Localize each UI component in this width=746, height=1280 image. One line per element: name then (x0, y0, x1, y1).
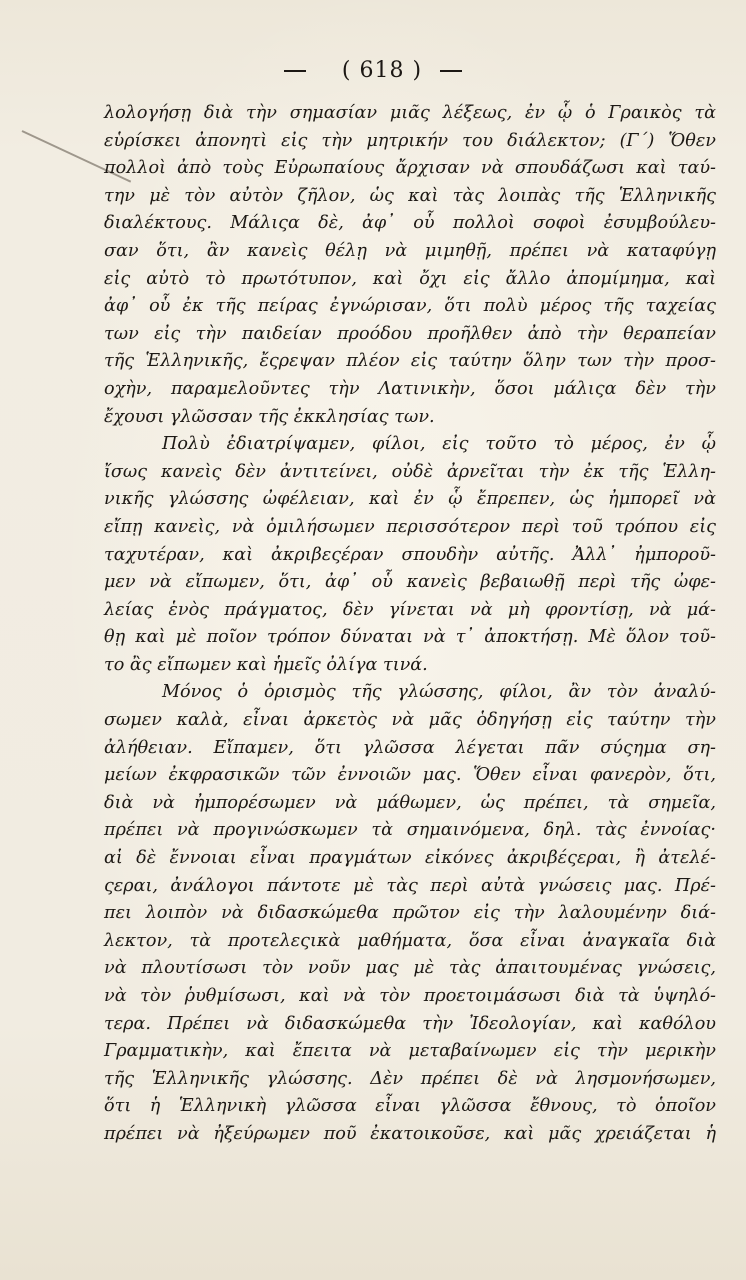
text-line: νὰ πλουτίσωσι τὸν νοῦν μας μὲ τὰς ἀπαιτουμένας γνώσεις, (104, 958, 716, 979)
text-line: διὰ νὰ ἠμπορέσωμεν νὰ μάθωμεν, ὡς πρέπει, τὰ σημεῖα, (104, 792, 716, 813)
text-line: αἱ δὲ ἔννοιαι εἶναι πραγμάτων εἰκόνες ἀκριβέςεραι, ἢ ἀτελέ- (104, 848, 716, 869)
text-line: Μόνος ὁ ὁρισμὸς τῆς γλώσσης, φίλοι, ἂν τὸν ἀναλύ- (162, 682, 716, 703)
text-line: μείων ἐκφρασικῶν τῶν ἐννοιῶν μας. Ὅθεν εἶναι φανερὸν, ὅτι, (104, 765, 716, 786)
text-line: νὰ τὸν ῥυθμίσωσι, καὶ νὰ τὸν προετοιμάσωσι διὰ τὰ ὑψηλό- (104, 986, 716, 1006)
paragraph (104, 100, 716, 431)
text-line: οχὴν, παραμελοῦντες τὴν Λατινικὴν, ὅσοι μάλιςα δὲν τὴν (104, 378, 716, 399)
body-text (104, 100, 716, 1149)
header-right-dash (440, 70, 462, 72)
text-line: ἀφ᾽ οὗ ἐκ τῆς πείρας ἐγνώρισαν, ὅτι πολὺ μέρος τῆς ταχείας (104, 296, 716, 317)
text-line: ταχυτέραν, καὶ ἀκριβεςέραν σπουδὴν αὐτῆς. Ἀλλ᾽ ἠμποροῦ- (104, 544, 716, 565)
text-line: λείας ἑνὸς πράγματος, δὲν γίνεται νὰ μὴ φροντίσῃ, νὰ μά- (104, 599, 716, 620)
text-line: τερα. Πρέπει νὰ διδασκώμεθα τὴν Ἰδεολογίαν, καὶ καθόλου (104, 1013, 716, 1034)
text-line: τῆς Ἑλληνικῆς, ἔςρεψαν πλέον εἰς ταύτην ὅλην των τὴν προσ- (104, 351, 716, 372)
text-line: σαν ὅτι, ἂν κανεὶς θέλῃ νὰ μιμηθῇ, πρέπει νὰ καταφύγῃ (104, 240, 716, 261)
text-line: ἔχουσι γλῶσσαν τῆς ἐκκλησίας των. (104, 406, 435, 427)
page-header (0, 58, 746, 83)
text-line: νικῆς γλώσσης ὠφέλειαν, καὶ ἐν ᾧ ἔπρεπεν, ὡς ἠμπορεῖ νὰ (104, 489, 716, 510)
header-left-dash (284, 70, 306, 72)
paragraph (104, 679, 716, 1148)
text-line: ὅτι ἡ Ἑλληνικὴ γλῶσσα εἶναι γλῶσσα ἔθνους, τὸ ὁποῖον (104, 1096, 716, 1117)
text-line: εἰς αὐτὸ τὸ πρωτότυπον, καὶ ὄχι εἰς ἄλλο ἀπομίμημα, καὶ (104, 268, 716, 289)
text-line: ἀλήθειαν. Εἴπαμεν, ὅτι γλῶσσα λέγεται πᾶν σύςημα ση- (104, 737, 716, 758)
text-line: Πολὺ ἐδιατρίψαμεν, φίλοι, εἰς τοῦτο τὸ μέρος, ἐν ᾧ (162, 434, 716, 455)
text-line: μεν νὰ εἴπωμεν, ὅτι, ἀφ᾽ οὗ κανεὶς βεβαιωθῇ περὶ τῆς ὠφε- (104, 572, 716, 593)
text-line: θῃ καὶ μὲ ποῖον τρόπον δύναται νὰ τ᾽ ἀποκτήσῃ. Μὲ ὅλον τοῦ- (104, 627, 716, 648)
text-line: την μὲ τὸν αὐτὸν ζῆλον, ὡς καὶ τὰς λοιπὰς τῆς Ἑλληνικῆς (104, 185, 716, 206)
text-line: των εἰς τὴν παιδείαν προόδου προῆλθεν ἀπὸ τὴν θεραπείαν (104, 323, 716, 344)
text-line: διαλέκτους. Μάλιςα δὲ, ἀφ᾽ οὗ πολλοὶ σοφοὶ ἐσυμβούλευ- (104, 213, 716, 234)
text-line: ἴσως κανεὶς δὲν ἀντιτείνει, οὐδὲ ἀρνεῖται τὴν ἐκ τῆς Ἑλλη- (104, 461, 716, 482)
text-line: εὑρίσκει ἀπονητὶ εἰς τὴν μητρικήν του διάλεκτον; (Γ΄) Ὅθεν (104, 130, 716, 151)
text-line: ςεραι, ἀνάλογοι πάντοτε μὲ τὰς περὶ αὐτὰ γνώσεις μας. Πρέ- (104, 875, 716, 896)
text-line: τῆς Ἑλληνικῆς γλώσσης. Δὲν πρέπει δὲ νὰ λησμονήσωμεν, (104, 1068, 716, 1089)
text-line: Γραμματικὴν, καὶ ἔπειτα νὰ μεταβαίνωμεν εἰς τὴν μερικὴν (104, 1041, 716, 1062)
text-line: το ἂς εἴπωμεν καὶ ἡμεῖς ὀλίγα τινά. (104, 654, 428, 675)
text-line: εἴπῃ κανεὶς, νὰ ὁμιλήσωμεν περισσότερον περὶ τοῦ τρόπου εἰς (104, 516, 716, 537)
text-line: πρέπει νὰ προγινώσκωμεν τὰ σημαινόμενα, δηλ. τὰς ἐννοίας· (104, 820, 716, 841)
paragraph (104, 431, 716, 679)
text-line: λεκτον, τὰ προτελεςικὰ μαθήματα, ὅσα εἶναι ἀναγκαῖα διὰ (104, 930, 716, 951)
text-line: πρέπει νὰ ἠξεύρωμεν ποῦ ἐκατοικοῦσε, καὶ μᾶς χρειάζεται ἡ (104, 1123, 716, 1144)
text-line: σωμεν καλὰ, εἶναι ἀρκετὸς νὰ μᾶς ὁδηγήσῃ εἰς ταύτην τὴν (104, 710, 716, 731)
page-number: ( 618 ) (341, 58, 423, 83)
text-line: πολλοὶ ἀπὸ τοὺς Εὐρωπαίους ἄρχισαν νὰ σπουδάζωσι καὶ ταύ- (104, 158, 716, 179)
text-line: πει λοιπὸν νὰ διδασκώμεθα πρῶτον εἰς τὴν λαλουμένην διά- (104, 903, 716, 924)
text-line: λολογήσῃ διὰ τὴν σημασίαν μιᾶς λέξεως, ἐν ᾧ ὁ Γραικὸς τὰ (104, 103, 716, 123)
